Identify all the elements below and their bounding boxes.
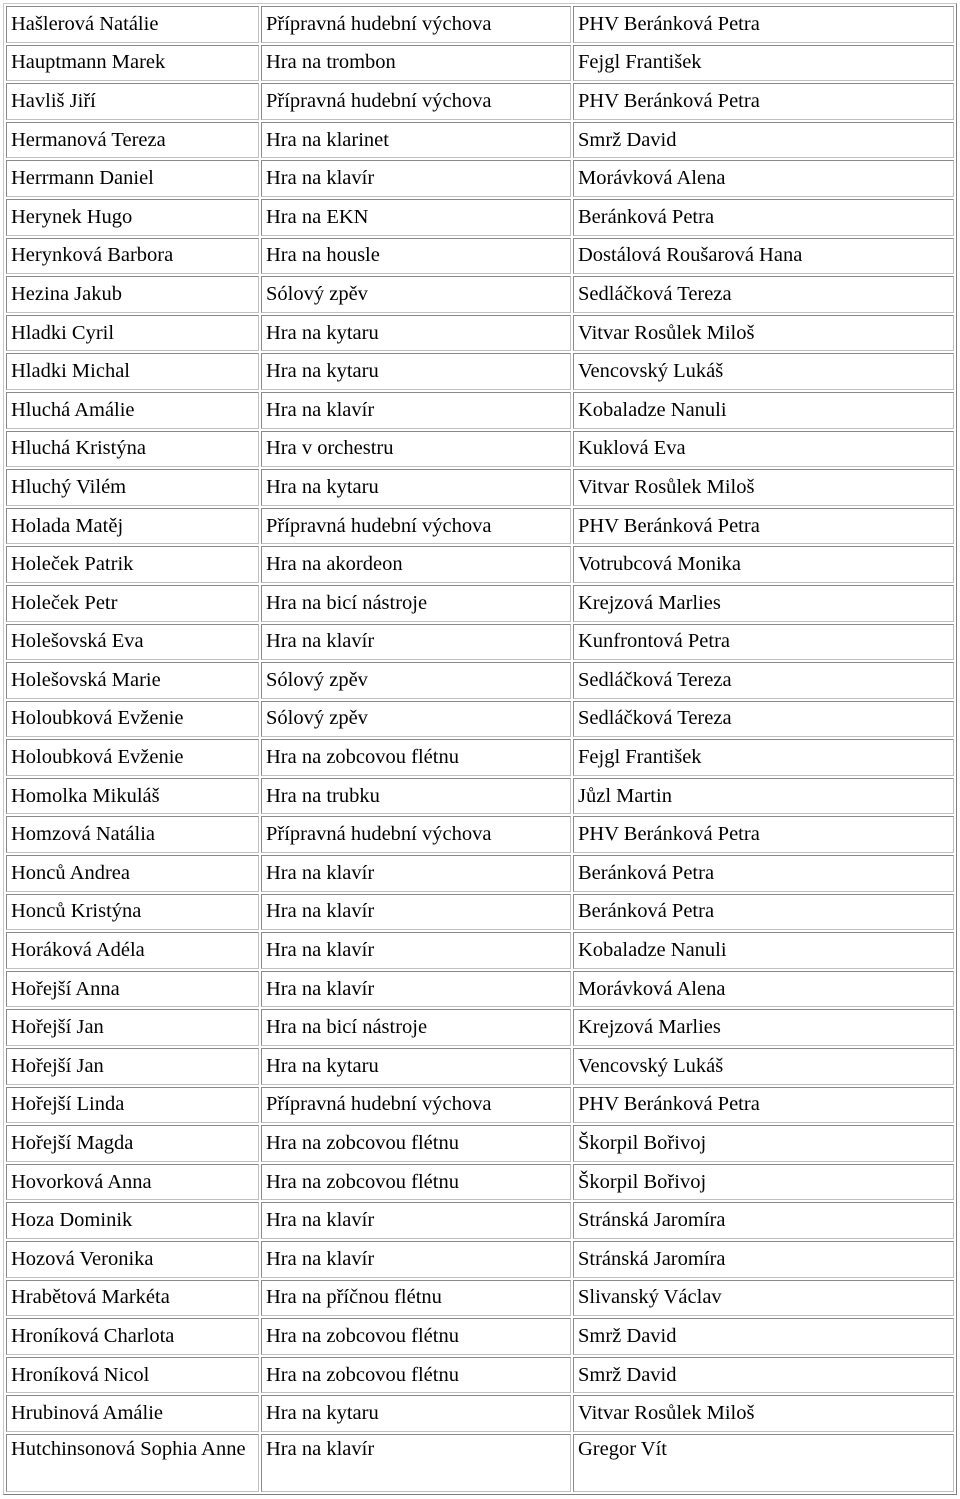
teacher-cell: Kuklová Eva — [573, 431, 954, 468]
table-row — [6, 1241, 954, 1278]
table-row — [6, 1395, 954, 1432]
student-name-cell: Hrabětová Markéta — [6, 1280, 259, 1317]
teacher-cell: Fejgl František — [573, 45, 954, 82]
student-name-cell: Holeček Petr — [6, 585, 259, 622]
student-name-cell: Holoubková Evženie — [6, 739, 259, 776]
subject-cell: Přípravná hudební výchova — [261, 6, 571, 43]
teacher-cell: Beránková Petra — [573, 855, 954, 892]
teacher-cell: Stránská Jaromíra — [573, 1241, 954, 1278]
teacher-cell: Sedláčková Tereza — [573, 662, 954, 699]
subject-cell: Hra na klavír — [261, 1241, 571, 1278]
student-name-cell: Honců Andrea — [6, 855, 259, 892]
subject-cell: Hra na housle — [261, 238, 571, 275]
table-row — [6, 45, 954, 82]
subject-cell: Hra na klavír — [261, 894, 571, 931]
teacher-cell: Dostálová Roušarová Hana — [573, 238, 954, 275]
student-name-cell: Hermanová Tereza — [6, 122, 259, 159]
subject-cell: Sólový zpěv — [261, 701, 571, 738]
student-name-cell: Hořejší Anna — [6, 971, 259, 1008]
teacher-cell: Krejzová Marlies — [573, 585, 954, 622]
subject-cell: Hra na klavír — [261, 1202, 571, 1239]
student-name-cell: Hoza Dominik — [6, 1202, 259, 1239]
subject-cell: Hra na trombon — [261, 45, 571, 82]
subject-cell: Hra na kytaru — [261, 469, 571, 506]
subject-cell: Hra na bicí nástroje — [261, 585, 571, 622]
subject-cell: Hra na klarinet — [261, 122, 571, 159]
subject-cell: Přípravná hudební výchova — [261, 508, 571, 545]
table-row — [6, 276, 954, 313]
teacher-cell: Morávková Alena — [573, 160, 954, 197]
subject-cell: Hra na klavír — [261, 855, 571, 892]
subject-cell: Sólový zpěv — [261, 276, 571, 313]
table-row — [6, 1164, 954, 1201]
student-name-cell: Hladki Michal — [6, 353, 259, 390]
teacher-cell: Morávková Alena — [573, 971, 954, 1008]
roster-body — [6, 6, 954, 1492]
table-row — [6, 122, 954, 159]
subject-cell: Přípravná hudební výchova — [261, 1087, 571, 1124]
teacher-cell: Beránková Petra — [573, 199, 954, 236]
teacher-cell: Kobaladze Nanuli — [573, 392, 954, 429]
table-row — [6, 971, 954, 1008]
student-name-cell: Holada Matěj — [6, 508, 259, 545]
student-name-cell: Herynek Hugo — [6, 199, 259, 236]
subject-cell: Hra na EKN — [261, 199, 571, 236]
teacher-cell: Smrž David — [573, 1318, 954, 1355]
student-name-cell: Holeček Patrik — [6, 546, 259, 583]
table-row — [6, 431, 954, 468]
table-row — [6, 816, 954, 853]
teacher-cell: PHV Beránková Petra — [573, 1087, 954, 1124]
subject-cell: Přípravná hudební výchova — [261, 816, 571, 853]
teacher-cell: Sedláčková Tereza — [573, 701, 954, 738]
subject-cell: Hra na akordeon — [261, 546, 571, 583]
teacher-cell: Škorpil Bořivoj — [573, 1164, 954, 1201]
subject-cell: Hra na kytaru — [261, 353, 571, 390]
teacher-cell: Smrž David — [573, 122, 954, 159]
subject-cell: Hra na kytaru — [261, 1048, 571, 1085]
teacher-cell: Jůzl Martin — [573, 778, 954, 815]
student-name-cell: Holoubková Evženie — [6, 701, 259, 738]
student-name-cell: Hořejší Jan — [6, 1048, 259, 1085]
teacher-cell: Krejzová Marlies — [573, 1009, 954, 1046]
table-row — [6, 739, 954, 776]
student-name-cell: Hozová Veronika — [6, 1241, 259, 1278]
subject-cell: Přípravná hudební výchova — [261, 83, 571, 120]
table-row — [6, 1357, 954, 1394]
table-row — [6, 508, 954, 545]
student-name-cell: Hovorková Anna — [6, 1164, 259, 1201]
student-name-cell: Hluchý Vilém — [6, 469, 259, 506]
teacher-cell: Kunfrontová Petra — [573, 624, 954, 661]
student-name-cell: Hluchá Amálie — [6, 392, 259, 429]
subject-cell: Hra na kytaru — [261, 1395, 571, 1432]
student-name-cell: Hauptmann Marek — [6, 45, 259, 82]
teacher-cell: PHV Beránková Petra — [573, 508, 954, 545]
teacher-cell: Škorpil Bořivoj — [573, 1125, 954, 1162]
table-row — [6, 662, 954, 699]
teacher-cell: PHV Beránková Petra — [573, 816, 954, 853]
table-row — [6, 585, 954, 622]
table-row — [6, 160, 954, 197]
table-row — [6, 1125, 954, 1162]
subject-cell: Hra na klavír — [261, 932, 571, 969]
teacher-cell: PHV Beránková Petra — [573, 83, 954, 120]
student-name-cell: Holešovská Marie — [6, 662, 259, 699]
student-name-cell: Hořejší Linda — [6, 1087, 259, 1124]
table-row — [6, 6, 954, 43]
student-name-cell: Honců Kristýna — [6, 894, 259, 931]
subject-cell: Hra na příčnou flétnu — [261, 1280, 571, 1317]
teacher-cell: Stránská Jaromíra — [573, 1202, 954, 1239]
table-row — [6, 392, 954, 429]
table-row — [6, 1280, 954, 1317]
table-row — [6, 1087, 954, 1124]
student-name-cell: Holešovská Eva — [6, 624, 259, 661]
table-row — [6, 1009, 954, 1046]
subject-cell: Hra v orchestru — [261, 431, 571, 468]
student-name-cell: Hroníková Charlota — [6, 1318, 259, 1355]
teacher-cell: Gregor Vít — [573, 1434, 954, 1492]
student-name-cell: Hezina Jakub — [6, 276, 259, 313]
subject-cell: Hra na zobcovou flétnu — [261, 1125, 571, 1162]
table-row — [6, 701, 954, 738]
student-roster-table — [3, 3, 957, 1495]
student-name-cell: Hořejší Jan — [6, 1009, 259, 1046]
table-row — [6, 199, 954, 236]
teacher-cell: Vitvar Rosůlek Miloš — [573, 315, 954, 352]
student-name-cell: Hašlerová Natálie — [6, 6, 259, 43]
table-row — [6, 1048, 954, 1085]
subject-cell: Hra na klavír — [261, 624, 571, 661]
subject-cell: Sólový zpěv — [261, 662, 571, 699]
subject-cell: Hra na klavír — [261, 392, 571, 429]
student-name-cell: Horáková Adéla — [6, 932, 259, 969]
table-row — [6, 353, 954, 390]
table-row — [6, 778, 954, 815]
student-name-cell: Herynková Barbora — [6, 238, 259, 275]
table-row — [6, 238, 954, 275]
table-row — [6, 315, 954, 352]
student-name-cell: Homzová Natália — [6, 816, 259, 853]
table-row — [6, 932, 954, 969]
teacher-cell: Vencovský Lukáš — [573, 353, 954, 390]
teacher-cell: Sedláčková Tereza — [573, 276, 954, 313]
table-row — [6, 1202, 954, 1239]
student-name-cell: Hroníková Nicol — [6, 1357, 259, 1394]
subject-cell: Hra na zobcovou flétnu — [261, 1357, 571, 1394]
student-name-cell: Hutchinsonová Sophia Anne — [6, 1434, 259, 1492]
student-name-cell: Havliš Jiří — [6, 83, 259, 120]
student-name-cell: Herrmann Daniel — [6, 160, 259, 197]
teacher-cell: Vitvar Rosůlek Miloš — [573, 1395, 954, 1432]
student-name-cell: Hrubinová Amálie — [6, 1395, 259, 1432]
student-name-cell: Homolka Mikuláš — [6, 778, 259, 815]
student-name-cell: Hořejší Magda — [6, 1125, 259, 1162]
subject-cell: Hra na trubku — [261, 778, 571, 815]
teacher-cell: Beránková Petra — [573, 894, 954, 931]
teacher-cell: Slivanský Václav — [573, 1280, 954, 1317]
student-name-cell: Hluchá Kristýna — [6, 431, 259, 468]
teacher-cell: PHV Beránková Petra — [573, 6, 954, 43]
teacher-cell: Vitvar Rosůlek Miloš — [573, 469, 954, 506]
teacher-cell: Votrubcová Monika — [573, 546, 954, 583]
subject-cell: Hra na klavír — [261, 1434, 571, 1492]
teacher-cell: Kobaladze Nanuli — [573, 932, 954, 969]
table-row — [6, 83, 954, 120]
table-row — [6, 1318, 954, 1355]
table-row — [6, 469, 954, 506]
teacher-cell: Smrž David — [573, 1357, 954, 1394]
subject-cell: Hra na zobcovou flétnu — [261, 739, 571, 776]
teacher-cell: Vencovský Lukáš — [573, 1048, 954, 1085]
subject-cell: Hra na zobcovou flétnu — [261, 1164, 571, 1201]
subject-cell: Hra na klavír — [261, 971, 571, 1008]
table-row — [6, 894, 954, 931]
subject-cell: Hra na bicí nástroje — [261, 1009, 571, 1046]
table-row — [6, 624, 954, 661]
subject-cell: Hra na klavír — [261, 160, 571, 197]
table-row — [6, 1434, 954, 1492]
subject-cell: Hra na kytaru — [261, 315, 571, 352]
table-row — [6, 546, 954, 583]
subject-cell: Hra na zobcovou flétnu — [261, 1318, 571, 1355]
table-row — [6, 855, 954, 892]
student-name-cell: Hladki Cyril — [6, 315, 259, 352]
teacher-cell: Fejgl František — [573, 739, 954, 776]
